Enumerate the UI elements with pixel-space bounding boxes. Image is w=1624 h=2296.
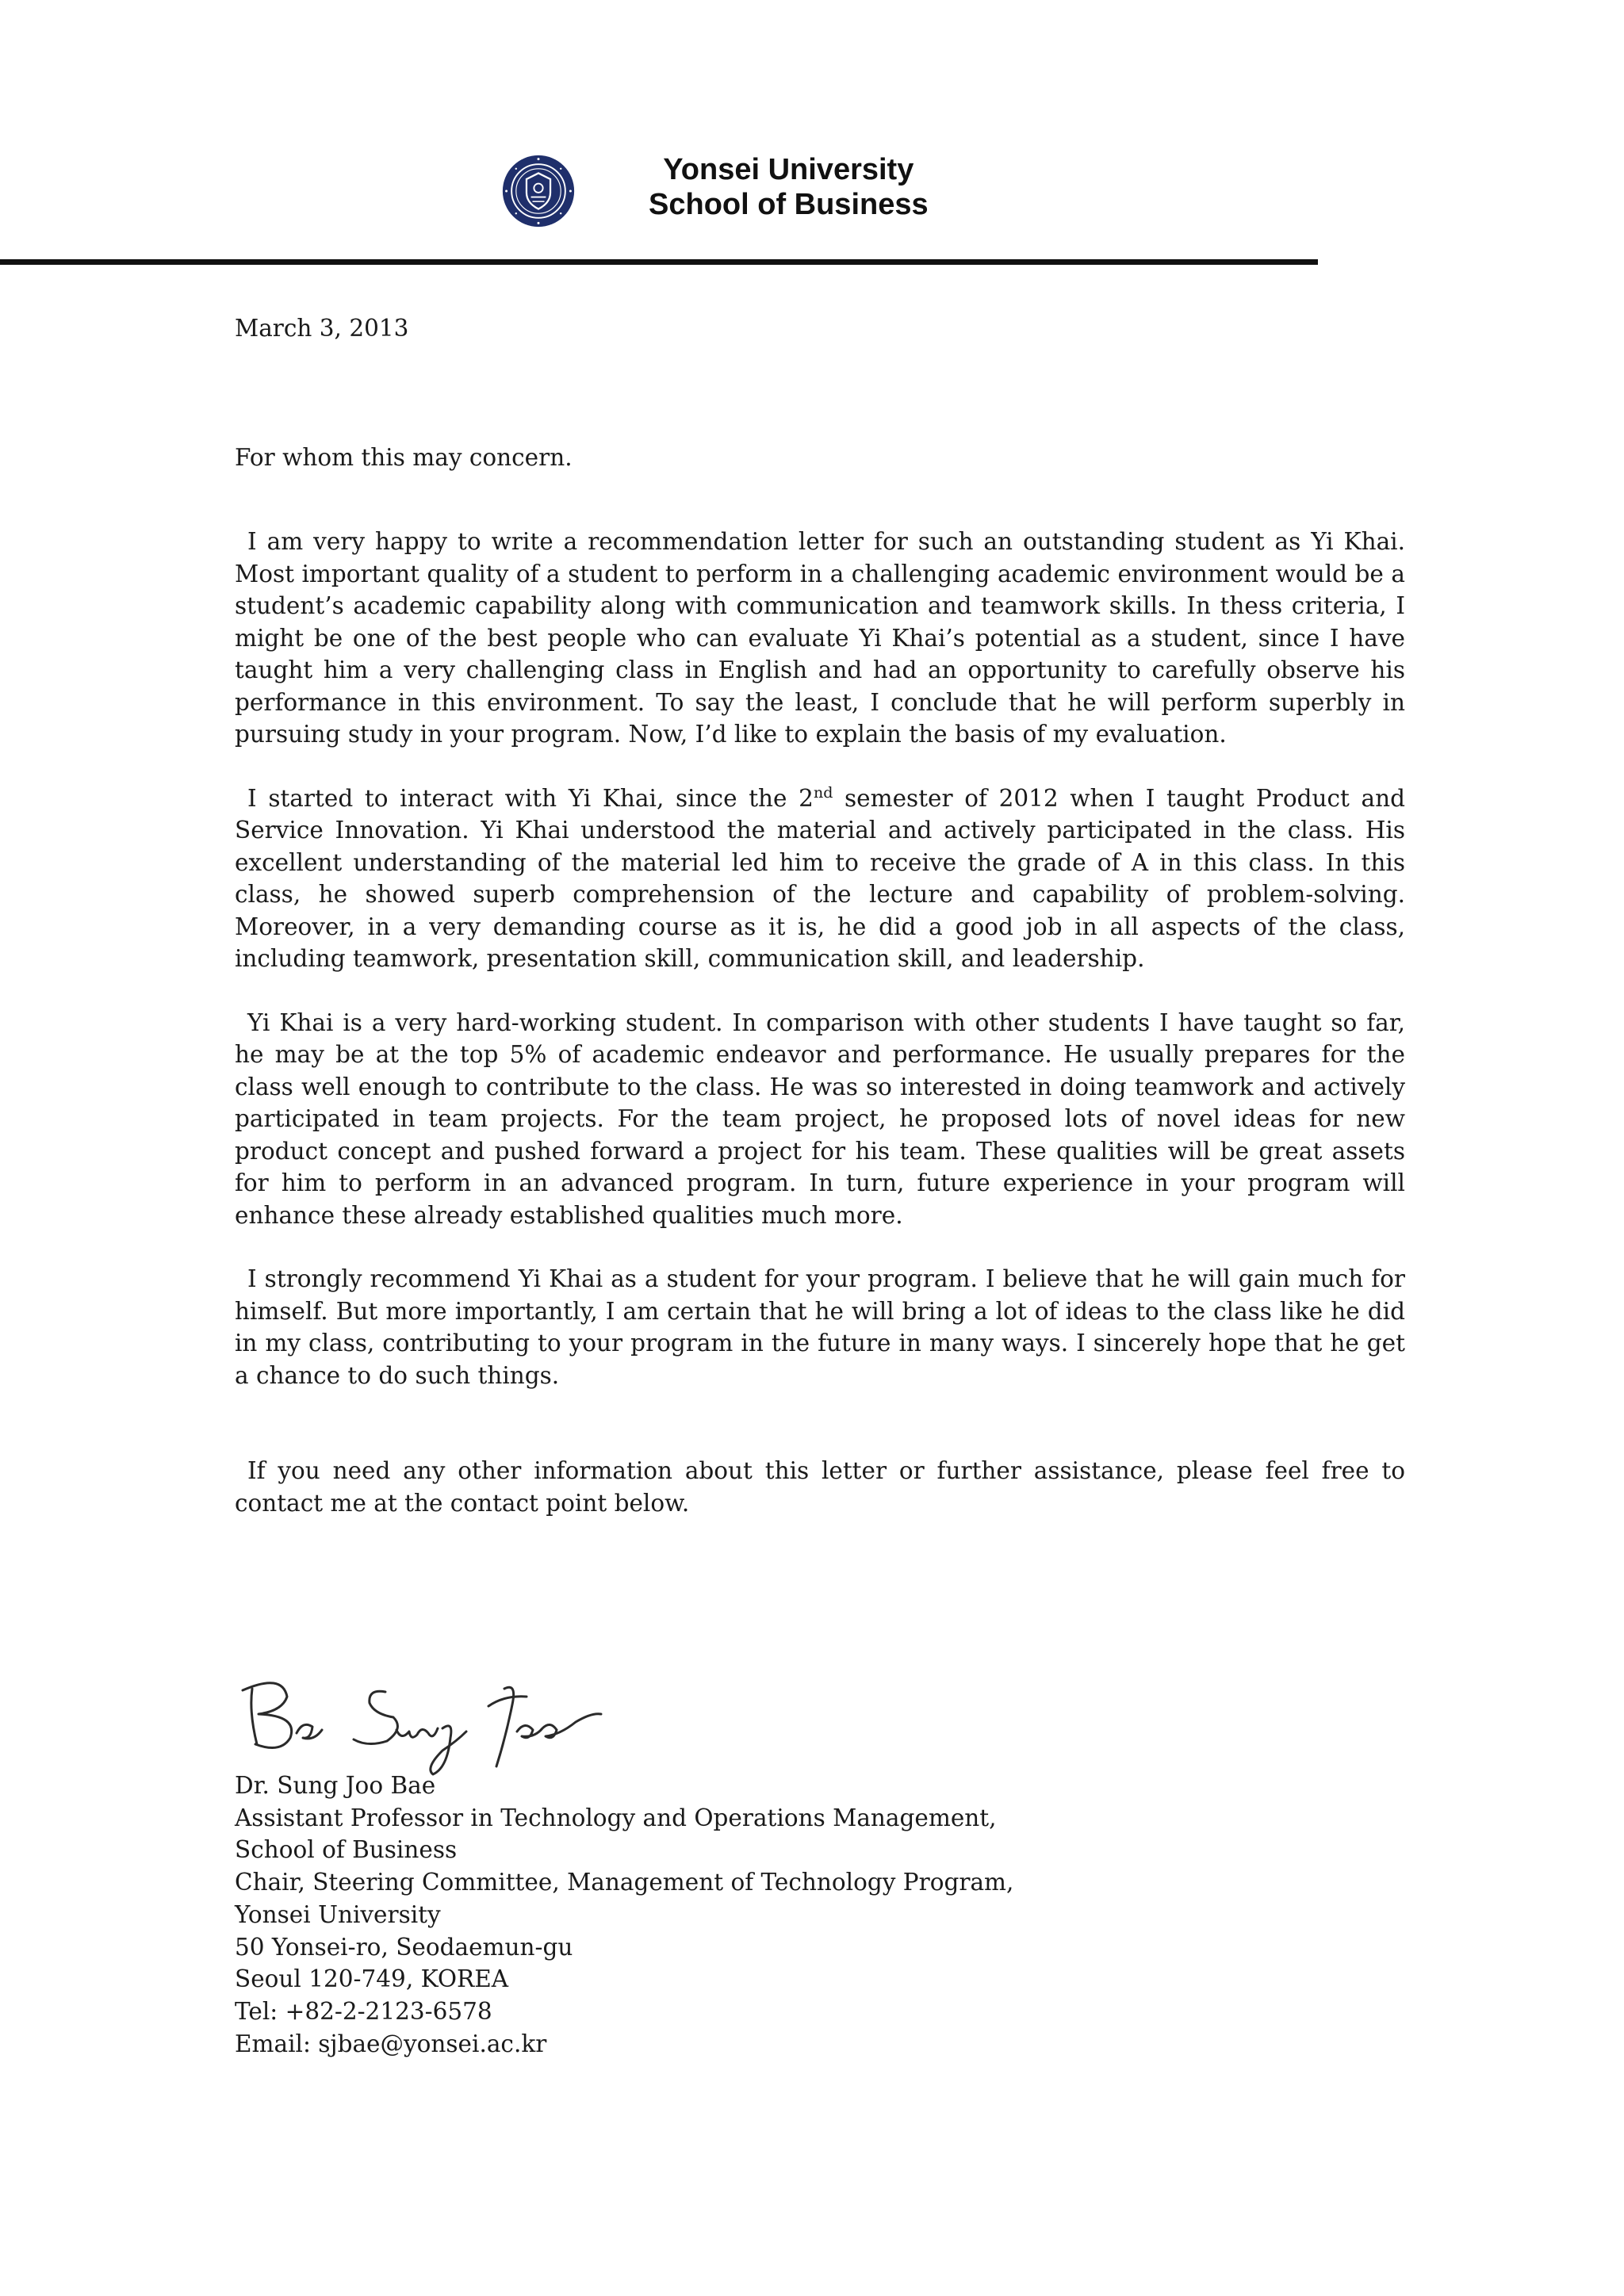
address-street: 50 Yonsei-ro, Seodaemun-gu bbox=[235, 1933, 573, 1961]
university-seal-icon bbox=[501, 154, 576, 228]
signer-school: School of Business bbox=[235, 1836, 458, 1864]
signature-block bbox=[235, 1770, 1186, 2060]
paragraph-2-start: I started to interact with Yi Khai, since the 2 bbox=[247, 784, 814, 812]
letter-date: March 3, 2013 bbox=[235, 315, 409, 342]
letterhead bbox=[0, 0, 1624, 270]
institution-name bbox=[649, 152, 929, 222]
address-city: Seoul 120-749, KOREA bbox=[235, 1965, 509, 1993]
email: Email: sjbae@yonsei.ac.kr bbox=[235, 2030, 547, 2057]
phone: Tel: +82-2-2123-6578 bbox=[235, 1997, 492, 2025]
signer-title: Assistant Professor in Technology and Operations Management, bbox=[235, 1804, 997, 1831]
university-name: Yonsei University bbox=[663, 153, 914, 186]
ordinal-suffix: nd bbox=[813, 783, 833, 802]
paragraph-1: I am very happy to write a recommendation letter for such an outstanding student as Yi Khai. Most important quality of a student to perform in a challenging academic environment would be a student’s academic capability along with communication and teamwork skills. In thess criteria, I might be one of the best people who can evaluate Yi Khai’s potential as a student, since I have taught him a very challenging class in English and had an opportunity to carefully observe his performance in this environment. To say the least, I conclude that he will perform superbly in pursuing study in your program. Now, I’d like to explain the basis of my evaluation. bbox=[235, 528, 1405, 748]
paragraph-4: I strongly recommend Yi Khai as a student for your program. I believe that he will gain much for himself. But more importantly, I am certain that he will bring a lot of ideas to the class like he did in my class, contributing to your program in the future in many ways. I sincerely hope that he get a chance to do such things. bbox=[235, 1265, 1405, 1389]
paragraph-2 bbox=[235, 783, 1405, 975]
paragraph-5: If you need any other information about this letter or further assistance, please feel free to contact me at the contact point below. bbox=[235, 1457, 1405, 1517]
paragraph-3: Yi Khai is a very hard-working student. In comparison with other students I have taught so far, he may be at the top 5% of academic endeavor and performance. He usually prepares for the class well enough to contribute to the class. He was so interested in doing teamwork and actively participated in team projects. For the team project, he proposed lots of novel ideas for new product concept and pushed forward a project for his team. These qualities will be great assets for him to perform in an advanced program. In turn, future experience in your program will enhance these already established qualities much more. bbox=[235, 1008, 1405, 1229]
school-name: School of Business bbox=[649, 188, 929, 221]
signer-chair-role: Chair, Steering Committee, Management of Technology Program, bbox=[235, 1869, 1014, 1896]
letter-body bbox=[235, 312, 1405, 1519]
header-rule bbox=[0, 259, 1318, 265]
signer-name: Dr. Sung Joo Bae bbox=[235, 1772, 436, 1799]
salutation: For whom this may concern. bbox=[235, 443, 573, 471]
handwritten-signature bbox=[235, 1665, 607, 1776]
paragraph-2-rest: semester of 2012 when I taught Product and Service Innovation. Yi Khai understood the material and actively participated in the class. His excellent understanding of the material led him to receive the grade of A in this class. In this class, he showed superb comprehension of the lecture and capability of problem-solving. Moreover, in a very demanding course as it is, he did a good job in all aspects of the class, including teamwork, presentation skill, communication skill, and leadership. bbox=[235, 784, 1405, 972]
signer-university: Yonsei University bbox=[235, 1900, 441, 1928]
